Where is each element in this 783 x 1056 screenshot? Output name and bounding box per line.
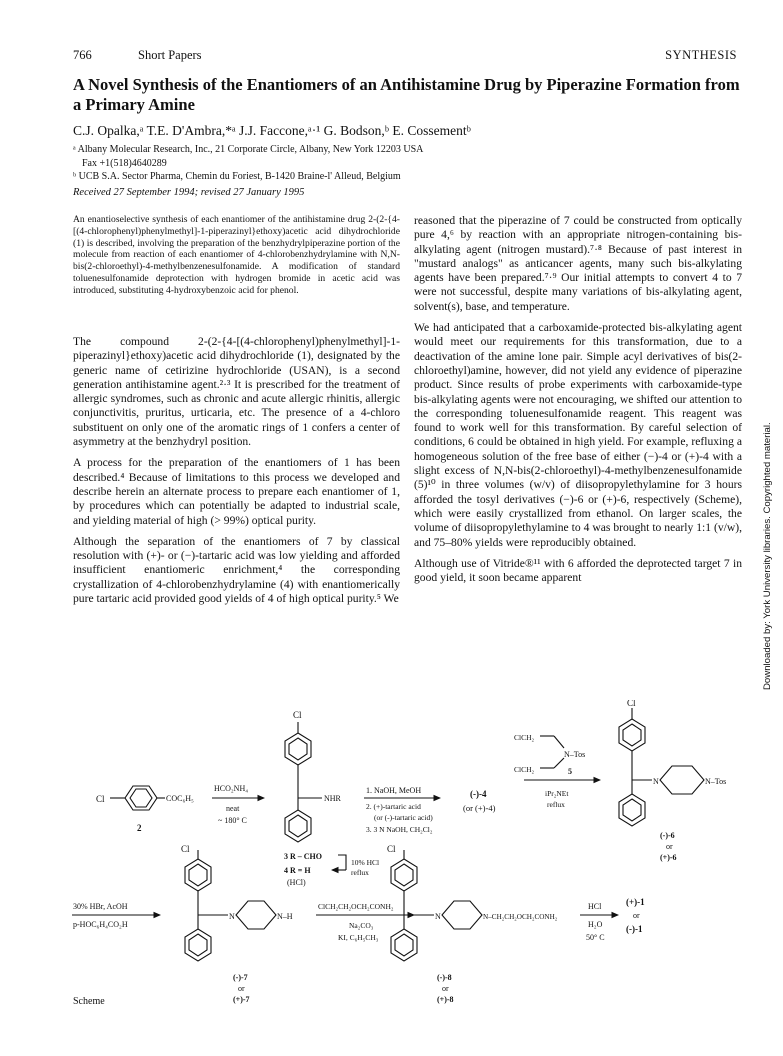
hydrolysis-reagent: HCl bbox=[588, 902, 602, 911]
right-column bbox=[414, 214, 742, 592]
or-label: or bbox=[442, 984, 449, 993]
or-label: or bbox=[633, 911, 640, 920]
fax: Fax +1(518)4640289 bbox=[82, 158, 167, 169]
compound-6-label: (-)-6 bbox=[660, 831, 675, 840]
deformylation-loop bbox=[338, 855, 346, 870]
intermediate-alt-label: (or (+)-4) bbox=[463, 803, 496, 813]
compound-1-label: (+)-1 bbox=[626, 897, 645, 907]
piperazine-n: N bbox=[435, 912, 441, 921]
compound-1-label: (-)-1 bbox=[626, 924, 643, 934]
compound-8-structure bbox=[391, 850, 482, 961]
compound-8-label: (-)-8 bbox=[437, 973, 452, 982]
resolution-step-2-alt: (or (-)-tartaric acid) bbox=[374, 813, 433, 822]
condition-reflux: reflux bbox=[547, 800, 565, 809]
tosyl-amide-label: N–Tos bbox=[705, 777, 727, 786]
or-label: or bbox=[666, 842, 673, 851]
affiliation-a: ᵃ Albany Molecular Research, Inc., 21 Corporate Circle, Albany, New York 12203 USA bbox=[73, 144, 424, 155]
compound-2-structure bbox=[110, 786, 165, 810]
condition-temperature: ~ 180° C bbox=[218, 816, 247, 825]
paragraph: We had anticipated that a carboxamide-protected bis-alkylating agent would meet our requirements for this transformation, due to a deactivation of the amine lone pair. Simple acyl derivatives of bis(2-chloroethyl)amine, however, did not yield any evidence of piperazine product. Since results of probe experiments with carboxamide-type bis-alkylating agents were not encouraging, we shifted our attention to the corresponding toluenesulfonamide reagent. This reagent was found to work well for this transformation. By careful selection of conditions, 6 could be obtained in high yield. For example, refluxing a homogeneous solution of the free base of either (−)-4 or (+)-4 with a slight excess of N,N-bis(2-chloroethyl)-4-methylbenzenesulfonamide (5)¹⁰ in three volumes (w/v) of diisopropylethylamine for 3 hours afforded the tosyl derivatives (−)-6 or (+)-6, respectively (Scheme), which were easily crystallized from ethanol. On larger scales, the volume of diisopropylethylamine to 4 was brought to nearly 1:1 (v/w), and 75–80% yields were reproducibly obtained. bbox=[414, 321, 742, 549]
solvent-water: H₂O bbox=[588, 920, 603, 929]
reagent-5-tosyl: N–Tos bbox=[564, 750, 586, 759]
benzhydrylamine-structure bbox=[285, 722, 322, 842]
or-label: or bbox=[238, 984, 245, 993]
affiliation-b: ᵇ UCB S.A. Sector Pharma, Chemin du Foriest, B-1420 Braine-l' Alleud, Belgium bbox=[73, 171, 401, 182]
page-number: 766 bbox=[73, 48, 92, 62]
cl-label: Cl bbox=[627, 700, 636, 708]
intermediate-label: (-)-4 bbox=[470, 789, 487, 799]
compound-4-label: 4 R = H bbox=[284, 866, 311, 875]
cl-label: Cl bbox=[181, 844, 190, 854]
paragraph: The compound 2-(2-{4-[(4-chlorophenyl)phenylmethyl]-1-piperazinyl}ethoxy)acetic acid dihydrochloride (1), designated by the generic name of cetirizine hydrochloride (USAN), is a second generation antihistamine agent.²·³ It is prescribed for the treatment of allergic syndromes, such as chronic and acute allergic rhinitis, allergic conjunctivitis, pruritus, urticaria, etc. The presence of a 4-chloro substituent on only one of the aromatic rings of 1 confers a center of asymmetry at the benzhydryl position. bbox=[73, 335, 400, 449]
paragraph: Although use of Vitride®¹¹ with 6 afforded the deprotected target 7 in good yield, it soon became apparent bbox=[414, 556, 742, 585]
paragraph: Although the separation of the enantiomers of 7 by classical resolution with (+)- or (−)-tartaric acid was low yielding and afforded insufficient enantiomeric enrichment,⁴ the corresponding crystallization of 4-chlorobenzhydrylamine (4) with enantiomerically pure tartaric acid provided good yields of 4 of high optical purity.⁵ We bbox=[73, 534, 400, 606]
scheme-caption: Scheme bbox=[73, 996, 105, 1007]
nh-label: N–H bbox=[277, 912, 293, 921]
condition-neat: neat bbox=[226, 804, 240, 813]
compound-7-label: (-)-7 bbox=[233, 973, 248, 982]
benzoyl-label: COC₆H₅ bbox=[166, 794, 194, 803]
reagent-ammonium-formate: HCO₂NH₄ bbox=[214, 784, 249, 793]
alkylating-reagent: ClCH₂CH₂OCH₂CONH₂ bbox=[318, 902, 394, 911]
authors: C.J. Opalka,ᵃ T.E. D'Ambra,*ᵃ J.J. Faccone,ᵃ·¹ G. Bodson,ᵇ E. Cossementᵇ bbox=[73, 123, 471, 138]
side-chain-label: N–CH₂CH₂OCH₂CONH₂ bbox=[483, 913, 558, 921]
journal-name: SYNTHESIS bbox=[665, 48, 737, 62]
resolution-step-1: 1. NaOH, MeOH bbox=[366, 786, 422, 795]
compound-7-structure bbox=[185, 850, 276, 961]
section-name: Short Papers bbox=[138, 48, 202, 62]
base-reagent: iPr₂NEt bbox=[545, 789, 569, 798]
compound-6-label: (+)-6 bbox=[660, 853, 677, 862]
cl-label: Cl bbox=[96, 794, 105, 804]
compound-3-label: 3 R – CHO bbox=[284, 852, 322, 861]
compound-6-structure bbox=[619, 708, 704, 826]
condition-temperature: 50° C bbox=[586, 933, 605, 942]
solvent-reagent: KI, C₆H₅CH₃ bbox=[338, 933, 379, 942]
left-column bbox=[73, 335, 400, 613]
nhr-label: NHR bbox=[324, 794, 341, 803]
received-dates: Received 27 September 1994; revised 27 January 1995 bbox=[73, 187, 305, 198]
condition-hcl: 10% HCl bbox=[351, 858, 380, 867]
abstract: An enantioselective synthesis of each enantiomer of the antihistamine drug 2-(2-{4-[(4-chlorophenyl)phenylmethyl]-1-piperazinyl}ethoxy)acetic acid dihydrochloride (1) is described, involving the preparation of the benzhydrylpiperazine portion of the molecule from reaction of each enantiomer of 4-chlorobenzhydrylamine with N,N-bis(2-chloroethyl)-4-methylbenzenesulfonamide. A modification of standard toluenesulfonamide deprotection with hydrogen bromide in acetic acid was introduced, substituting 4-hydroxybenzoic acid for phenol. bbox=[73, 214, 400, 296]
hcl-salt-label: (HCl) bbox=[287, 878, 306, 887]
download-notice: Downloaded by: York University libraries. Copyrighted material. bbox=[762, 422, 773, 690]
piperazine-n: N bbox=[653, 777, 659, 786]
cl-label: Cl bbox=[293, 710, 302, 720]
condition-reflux: reflux bbox=[351, 868, 369, 877]
compound-number-5: 5 bbox=[568, 767, 572, 776]
deprotection-reagent: 30% HBr, AcOH bbox=[73, 902, 128, 911]
resolution-step-3: 3. 3 N NaOH, CH₂Cl₂ bbox=[366, 825, 433, 834]
compound-7-label: (+)-7 bbox=[233, 995, 250, 1004]
compound-number-2: 2 bbox=[137, 823, 142, 833]
article-title: A Novel Synthesis of the Enantiomers of an Antihistamine Drug by Piperazine Formation from a Primary Amine bbox=[73, 75, 740, 114]
compound-8-label: (+)-8 bbox=[437, 995, 454, 1004]
base-reagent: Na₂CO₃ bbox=[349, 921, 374, 930]
paragraph: reasoned that the piperazine of 7 could be constructed from optically pure 4,⁶ by reaction with an appropriate nitrogen-containing bis-alkylating agent (nitrogen mustard).⁷·⁸ Because of past interest in "mustard analogs" as anticancer agents, many such bis-alkylating agents have been prepared.⁷·⁹ Our initial attempts to convert 4 to 7 were not successful, despite many variations of bis-alkylating agent, solvent(s), base, and temperature. bbox=[414, 214, 742, 313]
reagent-5-arm: ClCH₂ bbox=[514, 765, 535, 774]
paragraph: A process for the preparation of the enantiomers of 1 has been described.⁴ Because of limitations to this process we developed and describe herein an alternate process to prepare each enantiomer of 1, by procedures which can potentially be adapted to industrial scale, and yielding material of high (> 99%) optical purity. bbox=[73, 456, 400, 527]
scavenger-reagent: p-HOC₆H₄CO₂H bbox=[73, 920, 128, 929]
reagent-5-structure bbox=[540, 736, 564, 768]
piperazine-n: N bbox=[229, 912, 235, 921]
resolution-step-2: 2. (+)-tartaric acid bbox=[366, 802, 421, 811]
reaction-scheme bbox=[0, 700, 783, 1030]
cl-label: Cl bbox=[387, 844, 396, 854]
reagent-5-arm: ClCH₂ bbox=[514, 733, 535, 742]
